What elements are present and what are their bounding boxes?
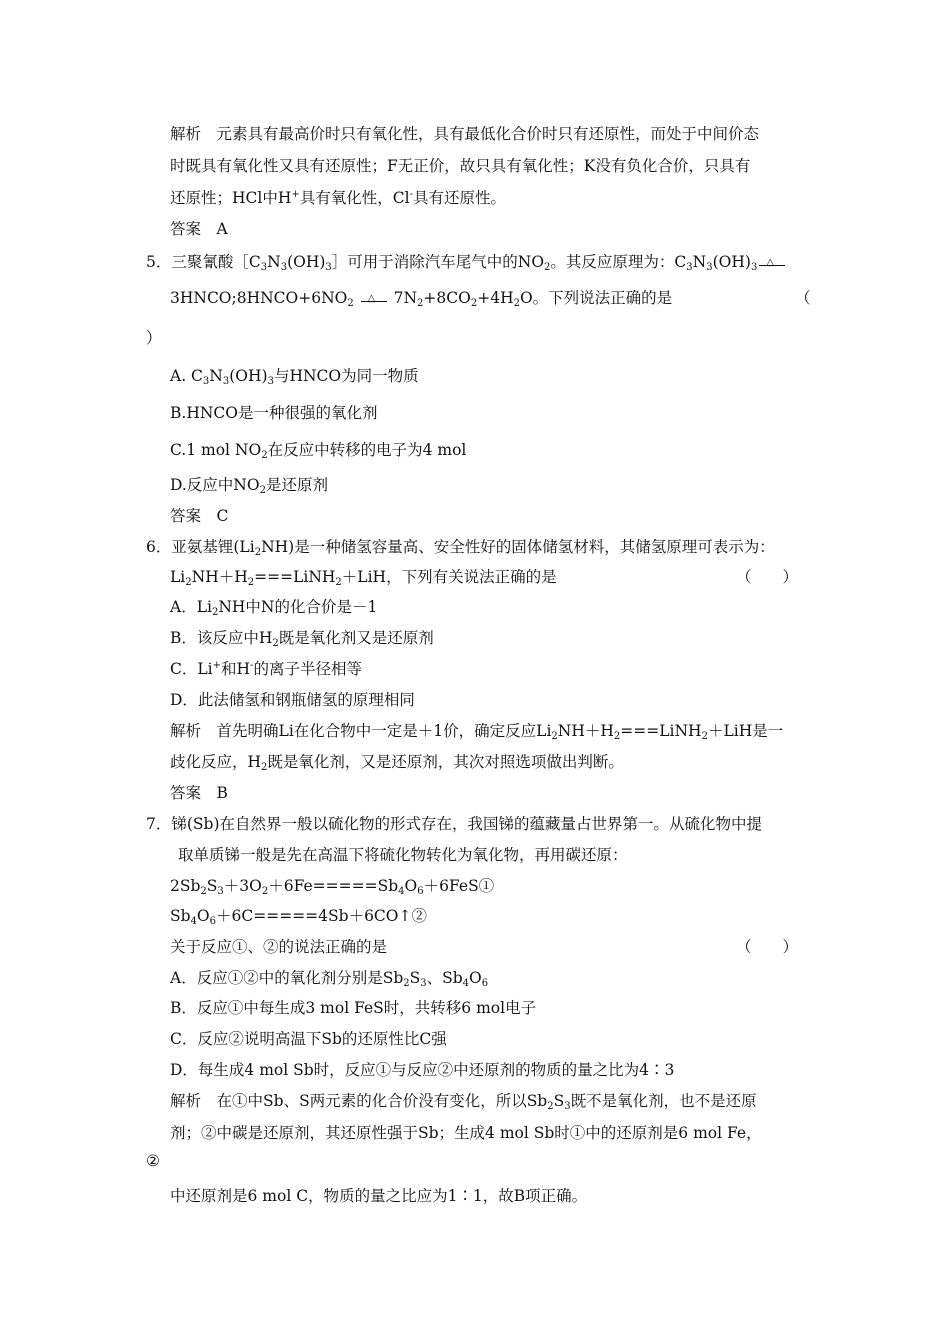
q7-analysis-line2: 剂；②中碳是还原剂，其还原性强于Sb；生成4 mol Sb时①中的还原剂是6 mol Fe， [170,1124,762,1142]
q5-paren-close: ） [146,329,162,347]
q5-option-d: D.反应中$NO_2$是还原剂 [170,476,328,496]
question-number: 5． [146,253,172,271]
q5-option-c: C.1 mol $NO_2$在反应中转移的电子为4 mol [170,441,467,461]
answer-label: 答案 [170,220,202,238]
q7-analysis-line3: ② [146,1152,160,1170]
q6-equation: $Li_2NH+H_2===LiNH_2+LiH$，下列有关说法正确的是 [170,568,557,588]
question-number: 6． [146,538,172,556]
q7-equation-1: $2Sb_2S_3+3O_2+6Fe=====Sb_4O_6+6FeS①$ [170,877,495,897]
q6-answer [170,783,228,803]
q5-stem: 5．三聚氰酸$[C_3N_3(OH)_3]$可用于消除汽车尾气中的$NO_2$。其反应原理为：$C_3N_3(OH)_3$ △ [146,252,787,272]
q7-stem-line1: 7．锑(Sb)在自然界一般以硫化物的形式存在，我国锑的蕴藏量占世界第一。从硫化物中提 [146,815,763,833]
q7-question: 关于反应①、②的说法正确的是 [170,938,388,956]
q5-equation: $3HNCO;8HNCO+6NO_2$ △ $7N_2+8CO_2+4H_2O$。下列说法正确的是 [170,289,673,309]
answer-value: C [216,507,229,525]
q6-answer-paren: （ ） [736,568,799,586]
q5-option-a: A. $C_3N_3(OH)_3$与HNCO为同一物质 [170,367,419,387]
q7-stem-line2: 取单质锑一般是先在高温下将硫化物转化为氧化物，再用碳还原： [178,846,628,864]
heating-arrow-icon: △ [359,292,389,306]
q4-analysis-line3: 还原性；HCl中H+具有氧化性，Cl-具有还原性。 [170,189,506,207]
q4-answer [170,219,228,239]
analysis-label: 解析 [170,1092,202,1110]
q7-analysis-line1: 解析 在①中Sb、S两元素的化合价没有变化，所以$Sb_2S_3$既不是氧化剂，也不是还原 [170,1092,757,1112]
analysis-label: 解析 [170,722,202,740]
question-number: 7． [146,815,172,833]
q6-option-d: D．此法储氢和钢瓶储氢的原理相同 [170,691,415,709]
heating-arrow-icon: △ [757,256,787,270]
q7-option-b: B．反应①中每生成3 mol FeS时，共转移6 mol电子 [170,999,537,1017]
answer-label: 答案 [170,507,202,525]
q6-stem: 6．亚氨基锂$(Li_2NH)$是一种储氢容量高、安全性好的固体储氢材料，其储氢原理可表示为： [146,538,775,558]
q7-analysis-line4: 中还原剂是6 mol C，物质的量之比应为1∶1，故B项正确。 [170,1187,588,1205]
q6-option-c: C．Li+和H-的离子半径相等 [170,660,362,678]
q6-option-b: B．该反应中$H_2$既是氧化剂又是还原剂 [170,629,434,649]
q4-analysis-line1: 解析 元素具有最高价时只有氧化性，具有最低化合价时只有还原性，而处于中间价态 [170,125,760,143]
answer-value: B [216,784,228,802]
q7-equation-2: $Sb_4O_6+6C=====4Sb+6CO↑②$ [170,907,427,927]
analysis-label: 解析 [170,125,202,143]
q4-analysis-line2: 时既具有氧化性又具有还原性；F无正价，故只具有氧化性；K没有负化合价，只具有 [170,157,751,175]
answer-label: 答案 [170,784,202,802]
q5-answer [170,506,228,526]
q7-answer-paren: （ ） [736,938,799,956]
q7-option-d: D．每生成4 mol Sb时，反应①与反应②中还原剂的物质的量之比为4∶3 [170,1061,675,1079]
q6-analysis-line1: 解析 首先明确Li在化合物中一定是＋1价，确定反应$Li_2NH+H_2===LiNH_2+LiH$是一 [170,722,784,742]
q6-option-a: A．$Li_2NH$中N的化合价是－1 [170,598,378,618]
q7-option-c: C．反应②说明高温下Sb的还原性比C强 [170,1030,447,1048]
q5-paren-open: （ [795,289,811,307]
q6-analysis-line2: 歧化反应，$H_2$既是氧化剂，又是还原剂，其次对照选项做出判断。 [170,753,624,773]
q7-option-a: A．反应①②中的氧化剂分别是$Sb_2S_3$、$Sb_4O_6$ [170,969,489,989]
answer-value: A [216,220,228,238]
q5-option-b: B.HNCO是一种很强的氧化剂 [170,404,378,422]
